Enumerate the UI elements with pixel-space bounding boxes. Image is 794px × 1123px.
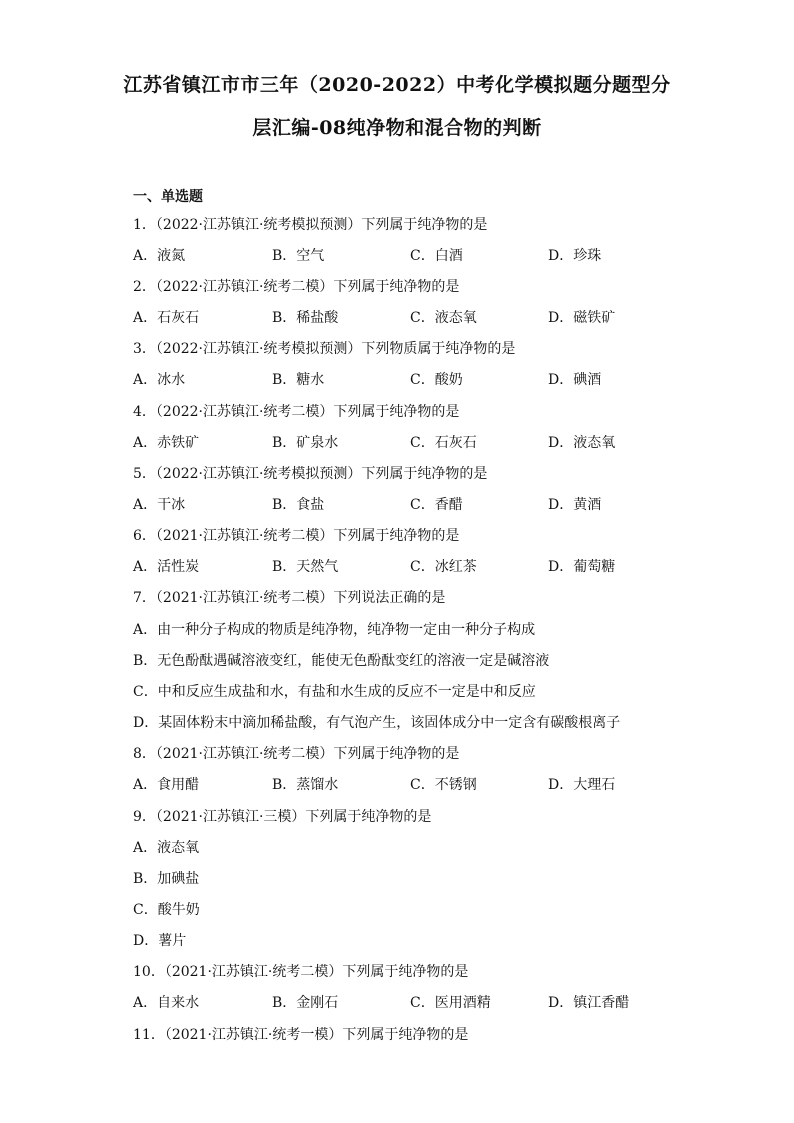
question-5-options (133, 494, 653, 514)
question-3-stem: 3．（2022·江苏镇江·统考模拟预测）下列物质属于纯净物的是 (133, 341, 516, 357)
doc-title-line-1: 江苏省镇江市市三年（2020-2022）中考化学模拟题分题型分 (123, 74, 671, 96)
option-a: A．由一种分子构成的物质是纯净物，纯净物一定由一种分子构成 (133, 622, 536, 638)
option-a: A．食用醋 (133, 777, 200, 793)
question-8-stem: 8．（2021·江苏镇江·统考二模）下列属于纯净物的是 (133, 746, 460, 762)
option-d: D．镇江香醋 (548, 995, 630, 1011)
option-b: B．加碘盐 (133, 871, 200, 887)
option-b: B．无色酚酞遇碱溶液变红，能使无色酚酞变红的溶液一定是碱溶液 (133, 653, 550, 669)
question-2-options (133, 307, 653, 327)
doc-title-line-2: 层汇编-08纯净物和混合物的判断 (252, 117, 542, 139)
option-c: C．酸牛奶 (133, 902, 200, 918)
option-b: B．糖水 (272, 372, 325, 388)
option-a: A．冰水 (133, 372, 186, 388)
option-d: D．液态氧 (548, 435, 616, 451)
question-7-stem: 7．（2021·江苏镇江·统考二模）下列说法正确的是 (133, 590, 446, 606)
option-d: D．葡萄糖 (548, 559, 616, 575)
option-a: A．赤铁矿 (133, 435, 200, 451)
question-1-stem: 1．（2022·江苏镇江·统考模拟预测）下列属于纯净物的是 (133, 217, 488, 233)
option-a: A．液氮 (133, 248, 186, 264)
question-2-stem: 2．（2022·江苏镇江·统考二模）下列属于纯净物的是 (133, 279, 460, 295)
question-3-options (133, 369, 653, 389)
question-6-stem: 6．（2021·江苏镇江·统考二模）下列属于纯净物的是 (133, 528, 460, 544)
option-d: D．碘酒 (548, 372, 602, 388)
option-a: A．液态氧 (133, 840, 200, 856)
option-c: C．不锈钢 (410, 777, 477, 793)
option-c: C．香醋 (410, 497, 463, 513)
option-b: B．稀盐酸 (272, 310, 339, 326)
option-d: D．珍珠 (548, 248, 602, 264)
question-11-stem: 11．（2021·江苏镇江·统考一模）下列属于纯净物的是 (133, 1027, 469, 1043)
option-c: C．冰红茶 (410, 559, 477, 575)
question-5-stem: 5．（2022·江苏镇江·统考模拟预测）下列属于纯净物的是 (133, 466, 488, 482)
option-a: A．干冰 (133, 497, 186, 513)
question-1-options (133, 245, 653, 265)
option-d: D．磁铁矿 (548, 310, 616, 326)
option-b: B．矿泉水 (272, 435, 339, 451)
option-a: A．自来水 (133, 995, 200, 1011)
option-c: C．液态氧 (410, 310, 477, 326)
option-d: D．薯片 (133, 933, 187, 949)
option-c: C．酸奶 (410, 372, 463, 388)
question-10-options (133, 992, 653, 1012)
question-6-options (133, 556, 653, 576)
question-9-stem: 9．（2021·江苏镇江·三模）下列属于纯净物的是 (133, 809, 432, 825)
option-b: B．天然气 (272, 559, 339, 575)
option-c: C．白酒 (410, 248, 463, 264)
question-4-stem: 4．（2022·江苏镇江·统考二模）下列属于纯净物的是 (133, 404, 460, 420)
option-a: A．石灰石 (133, 310, 200, 326)
option-c: C．石灰石 (410, 435, 477, 451)
option-b: B．蒸馏水 (272, 777, 339, 793)
question-4-options (133, 432, 653, 452)
question-10-stem: 10．（2021·江苏镇江·统考二模）下列属于纯净物的是 (133, 964, 469, 980)
option-a: A．活性炭 (133, 559, 200, 575)
option-b: B．金刚石 (272, 995, 339, 1011)
option-b: B．食盐 (272, 497, 325, 513)
option-c: C．医用酒精 (410, 995, 491, 1011)
option-d: D．某固体粉末中滴加稀盐酸，有气泡产生，该固体成分中一定含有碳酸根离子 (133, 715, 621, 731)
option-d: D．黄酒 (548, 497, 602, 513)
option-d: D．大理石 (548, 777, 616, 793)
option-c: C．中和反应生成盐和水，有盐和水生成的反应不一定是中和反应 (133, 684, 536, 700)
question-8-options (133, 774, 653, 794)
section-heading: 一、单选题 (133, 189, 203, 205)
option-b: B．空气 (272, 248, 325, 264)
